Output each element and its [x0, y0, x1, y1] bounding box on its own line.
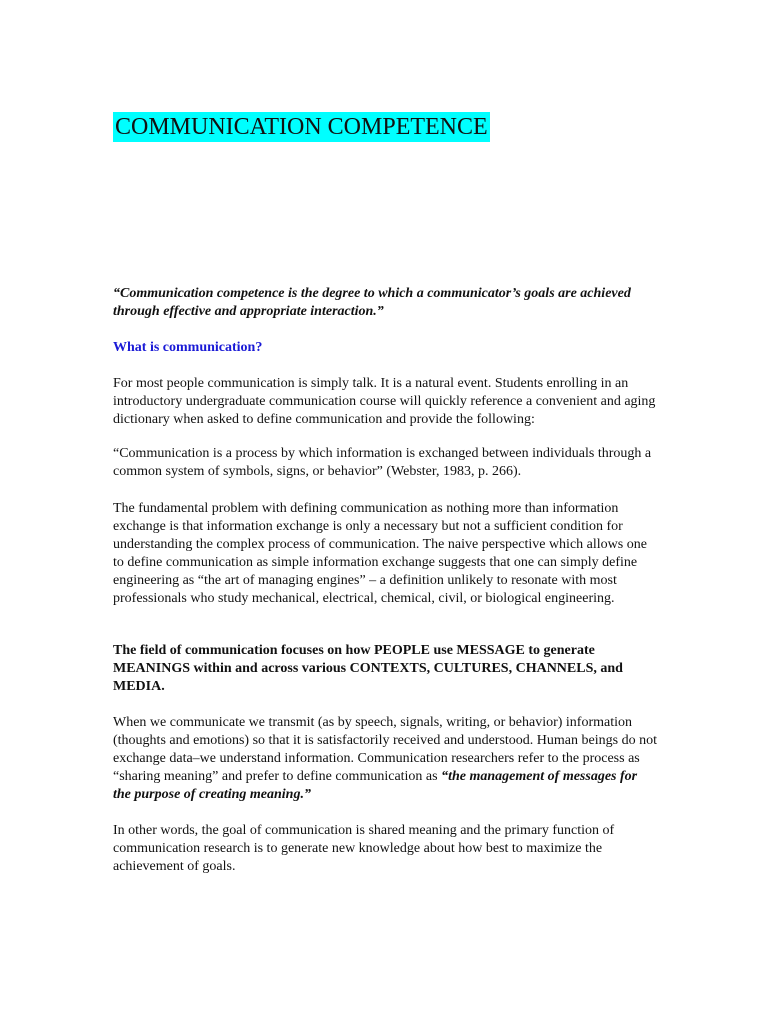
section-subheading: What is communication? — [113, 340, 263, 355]
paragraph-fundamental-problem: The fundamental problem with defining communication as nothing more than information exchange is that information exchange is only a necessary but not a sufficient condition for understanding the complex process of communication. The naive perspective which allows one to define communication as simple information exchange suggests that one can simply define engineering as “the art of managing engines” – a definition unlikely to resonate with most professionals who study mechanical, electrical, chemical, civil, or biological engineering. — [113, 501, 647, 606]
document-title: COMMUNICATION COMPETENCE — [115, 114, 488, 140]
paragraph-sharing-meaning-emphasis: “the management of messages for the purpose of creating meaning.” — [113, 769, 638, 802]
paragraph-sharing-meaning-lead: When we communicate we transmit (as by speech, signals, writing, or behavior) information (thoughts and emotions) so that it is satisfactorily received and understood. Human beings do not exchange data–we understand information. Communication researchers refer to the process as “sharing meaning” and prefer to define communication as — [113, 715, 657, 784]
definition-quote: “Communication competence is the degree to which a communicator’s goals are achieved through effective and appropriate interaction.” — [113, 286, 631, 319]
paragraph-conclusion: In other words, the goal of communication is shared meaning and the primary function of communication research is to generate new knowledge about how best to maximize the achievement of goals. — [113, 823, 615, 874]
paragraph-intro: For most people communication is simply talk. It is a natural event. Students enrolling in an introductory undergraduate communication course will quickly reference a convenient and aging dictionary when asked to define communication and provide the following: — [113, 376, 656, 427]
paragraph-field-focus: The field of communication focuses on how PEOPLE use MESSAGE to generate MEANINGS within and across various CONTEXTS, CULTURES, CHANNELS, and MEDIA. — [113, 643, 623, 694]
paragraph-sharing-meaning — [113, 714, 658, 804]
paragraph-dictionary-quote: “Communication is a process by which information is exchanged between individuals through a common system of symbols, signs, or behavior” (Webster, 1983, p. 266). — [113, 446, 652, 479]
